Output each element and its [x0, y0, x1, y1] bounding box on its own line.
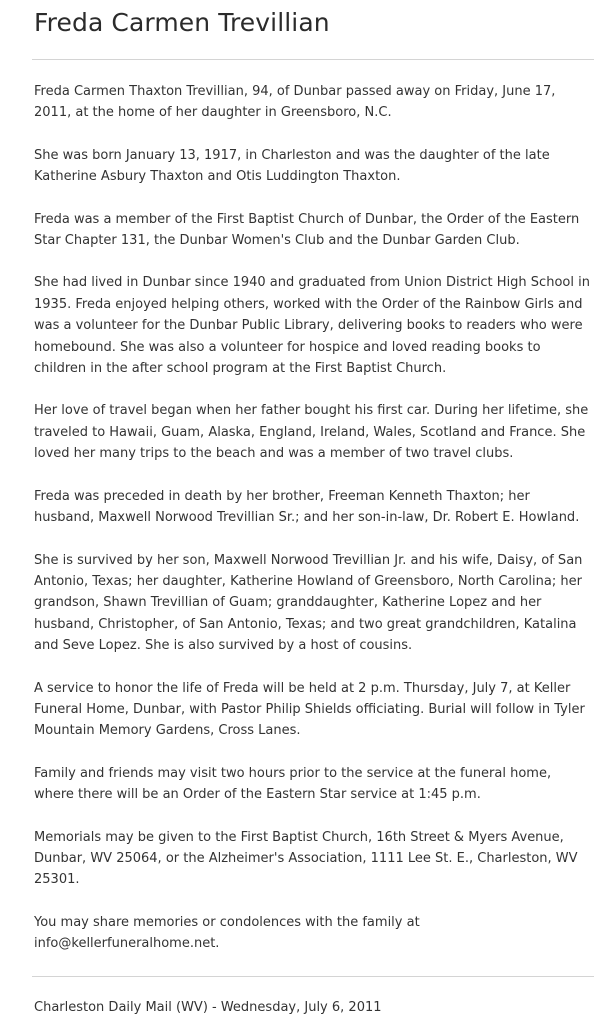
paragraph-survivors: She is survived by her son, Maxwell Norwood Trevillian Jr. and his wife, Daisy, of San Antonio, Texas; her daughter, Katherine Howland of Greensboro, North Carolina; her grandson, Shawn Trevillian of Guam; granddaughter, Katherine Lopez and her husband, Christopher, of San Antonio, Texas; and two great grandchildren, Katalina and Seve Lopez. She is also survived by a host of cousins.: [34, 552, 583, 654]
paragraph-death-notice: Freda Carmen Thaxton Trevillian, 94, of Dunbar passed away on Friday, June 17, 2011, at the home of her daughter in Greensboro, N.C.: [34, 84, 556, 121]
paragraph-visitation: Family and friends may visit two hours prior to the service at the funeral home, where there will be an Order of the Eastern Star service at 1:45 p.m.: [34, 765, 552, 803]
paragraph-memorials: Memorials may be given to the First Baptist Church, 16th Street & Myers Avenue, Dunbar, WV 25064, or the Alzheimer's Association, 1111 Lee St. E., Charleston, WV 25301.: [34, 829, 578, 888]
obituary-body: [34, 81, 594, 955]
obituary-page: [34, 0, 594, 1018]
paragraph-condolences: You may share memories or condolences with the family at info@kellerfuneralhome.net.: [34, 914, 420, 952]
title-divider: [32, 59, 594, 60]
paragraph-preceded-in-death: Freda was preceded in death by her brother, Freeman Kenneth Thaxton; her husband, Maxwell Norwood Trevillian Sr.; and her son-in-law, Dr. Robert E. Howland.: [34, 488, 580, 526]
publication-source: Charleston Daily Mail (WV) - Wednesday, July 6, 2011: [34, 999, 382, 1015]
paragraph-travel: Her love of travel began when her father bought his first car. During her lifetime, she traveled to Hawaii, Guam, Alaska, England, Ireland, Wales, Scotland and France. She loved her many trips to the beach and was a member of two travel clubs.: [34, 403, 589, 462]
paragraph-memberships: Freda was a member of the First Baptist Church of Dunbar, the Order of the Eastern Star Chapter 131, the Dunbar Women's Club and the Dunbar Garden Club.: [34, 211, 580, 249]
source-divider: [32, 976, 594, 977]
paragraph-service: A service to honor the life of Freda will be held at 2 p.m. Thursday, July 7, at Keller Funeral Home, Dunbar, with Pastor Philip Shields officiating. Burial will follow in Tyler Mountain Memory Gardens, Cross Lanes.: [34, 680, 585, 739]
paragraph-life-in-dunbar: She had lived in Dunbar since 1940 and graduated from Union District High School in 1935. Freda enjoyed helping others, worked with the Order of the Rainbow Girls and was a volunteer for the Dunbar Public Library, delivering books to readers who were homebound. She was also a volunteer for hospice and loved reading books to children in the after school program at the First Baptist Church.: [34, 275, 590, 377]
paragraph-birth: She was born January 13, 1917, in Charleston and was the daughter of the late Katherine Asbury Thaxton and Otis Luddington Thaxton.: [34, 147, 550, 185]
page-title: Freda Carmen Trevillian: [34, 8, 330, 37]
